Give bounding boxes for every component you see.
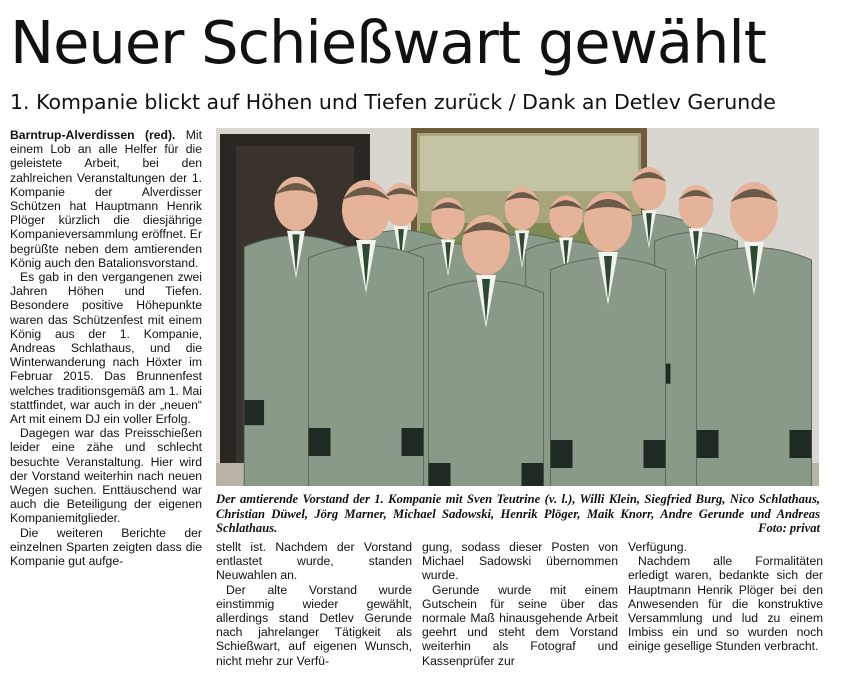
article-column-2 bbox=[216, 540, 412, 668]
article-paragraph: Die weiteren Berichte der einzelnen Sparten zeigten dass die Kompanie gut aufge- bbox=[10, 525, 202, 569]
article-paragraph: stellt ist. Nachdem der Vorstand entlastet wurde, standen Neuwahlen an. bbox=[216, 540, 412, 583]
article-paragraph: Nachdem alle Formalitäten erledigt waren, bedankte sich der Hauptmann Henrik Plöger bei den Anwesenden für die konstruktive Versammlung und lud zu einem Imbiss ein und so wurden noch einige gesellige Stunden verbracht. bbox=[628, 554, 823, 654]
article-paragraph-text: Mit einem Lob an alle Helfer für die geleistete Arbeit, bei den zahlreichen Veranstaltungen der 1. Kompanie der Alverdisser Schützen hat Hauptmann Henrik Plöger kürzlich die diesjährige Kompanieversammlung eröffnet. Er begrüßte neben dem amtierenden König auch den Batalionsvorstand. bbox=[10, 128, 203, 270]
photo-person-cuff bbox=[522, 463, 544, 486]
photo-person-cuff bbox=[309, 428, 331, 456]
photo-person-cuff bbox=[644, 440, 666, 468]
article-paragraph: Es gab in den vergangenen zwei Jahren Höhen und Tiefen. Besondere positive Höhepunkte waren das Schützenfest mit einem König aus der 1. Kompanie, Andreas Schlathaus, und die Winterwanderung nach Höxter im Februar 2015. Das Brunnenfest welches traditionsgemäß am 1. Mai stattfindet, war auch in der „neuen“ Art mit einem DJ ein voller Erfolg. bbox=[10, 270, 202, 427]
photo-credit: Foto: privat bbox=[758, 521, 820, 535]
subheadline: 1. Kompanie blickt auf Höhen und Tiefen zurück / Dank an Detlev Gerunde bbox=[10, 90, 776, 114]
photo-person-cuff bbox=[402, 428, 424, 456]
photo-person-cuff bbox=[790, 430, 812, 458]
photo-caption bbox=[216, 492, 820, 536]
article-paragraph: Dagegen war das Preisschießen leider eine zähe und schlecht besuchte Veranstaltung. Hier wird der Vorstand weiterhin nach neuen Wegen suchen. Enttäuschend war auch die Beteiligung der eigenen Kompaniemitglieder. bbox=[10, 426, 202, 526]
article-paragraph: Verfügung. bbox=[628, 540, 687, 554]
article-column-4 bbox=[628, 540, 823, 654]
article-paragraph: gung, sodass dieser Posten von Michael Sadowski übernommen wurde. bbox=[422, 540, 618, 583]
article-paragraph: Gerunde wurde mit einem Gutschein für seine über das normale Maß hinausgehende Arbeit geehrt und steht dem Vorstand weiterhin als Fotograf und Kassenprüfer zur bbox=[422, 582, 618, 668]
article-column-3 bbox=[422, 540, 618, 668]
headline: Neuer Schießwart gewählt bbox=[10, 8, 766, 77]
photo-person-cuff bbox=[429, 463, 451, 486]
group-photo-image bbox=[216, 128, 819, 486]
photo-person-cuff bbox=[244, 400, 264, 425]
dateline: Barntrup-Alverdissen (red). bbox=[10, 128, 176, 142]
group-photo bbox=[216, 128, 819, 486]
article-paragraph bbox=[10, 128, 202, 270]
article-column-1 bbox=[10, 128, 202, 568]
photo-person-cuff bbox=[551, 440, 573, 468]
photo-person-cuff bbox=[697, 430, 719, 458]
photo-caption-text: Der amtierende Vorstand der 1. Kompanie mit Sven Teutrine (v. l.), Willi Klein, Siegfried Burg, Nico Schlathaus, Christian Düwel, Jörg Marner, Michael Sadowski, Henrik Plöger, Maik Knorr, Andre Gerunde und Andreas Schlathaus. bbox=[216, 492, 820, 535]
article-paragraph: Der alte Vorstand wurde einstimmig wieder gewählt, allerdings stand Detlev Gerunde nach jahrelanger Tätigkeit als Schießwart, auf eigenen Wunsch, nicht mehr zur Verfü- bbox=[216, 582, 412, 668]
photo-painting-sky bbox=[420, 136, 638, 191]
